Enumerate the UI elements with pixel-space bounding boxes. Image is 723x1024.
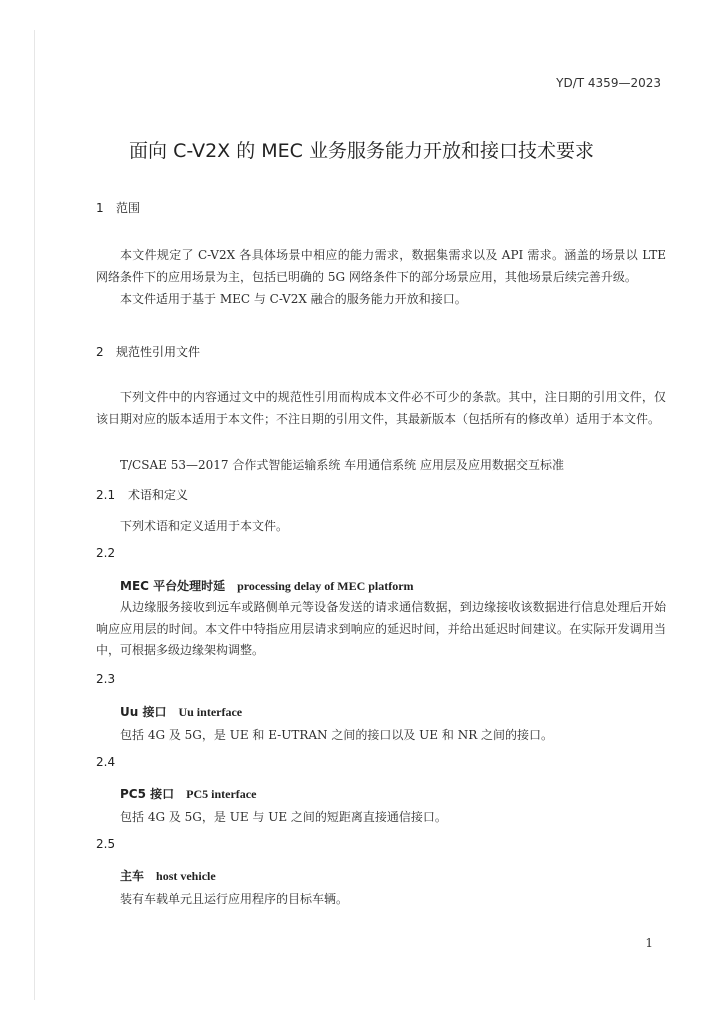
term-number: 2.5 (96, 837, 116, 851)
document-code: YD/T 4359—2023 (556, 76, 661, 90)
section-number: 2 (96, 345, 104, 359)
section-title: 术语和定义 (128, 488, 189, 502)
term-entry (120, 867, 216, 884)
scope-paragraph-2: 本文件适用于基于 MEC 与 C-V2X 融合的服务能力开放和接口。 (120, 292, 467, 306)
section-title: 规范性引用文件 (116, 345, 201, 359)
scan-edge-line (34, 30, 35, 1000)
term-en: processing delay of MEC platform (237, 579, 414, 593)
term-number: 2.3 (96, 672, 116, 686)
term-definition: 包括 4G 及 5G，是 UE 与 UE 之间的短距离直接通信接口。 (120, 810, 447, 824)
term-zh: MEC 平台处理时延 (120, 579, 226, 593)
term-number: 2.4 (96, 755, 116, 769)
terms-intro: 下列术语和定义适用于本文件。 (120, 519, 289, 533)
page-number: 1 (645, 936, 653, 950)
section-number: 2.1 (96, 488, 116, 502)
section-heading-scope (96, 199, 140, 216)
references-paragraph: 下列文件中的内容通过文中的规范性引用而构成本文件必不可少的条款。其中，注日期的引用文件，仅该日期对应的版本适用于本文件；不注日期的引用文件，其最新版本（包括所有的修改单）适用于本文件。 (96, 390, 666, 426)
section-heading-normative-references (96, 343, 200, 360)
term-en: host vehicle (156, 869, 216, 883)
section-heading-terms (96, 486, 188, 503)
term-definition: 从边缘服务接收到远车或路侧单元等设备发送的请求通信数据，到边缘接收该数据进行信息处理后开始响应应用层的时间。本文件中特指应用层请求到响应的延迟时间，并给出延迟时间建议。在实际开发调用当中，可根据多级边缘架构调整。 (96, 600, 666, 657)
term-number: 2.2 (96, 546, 116, 560)
term-entry (120, 785, 256, 802)
section-title: 范围 (116, 201, 141, 215)
scope-paragraph-1: 本文件规定了 C-V2X 各具体场景中相应的能力需求，数据集需求以及 API 需求。涵盖的场景以 LTE 网络条件下的应用场景为主，包括已明确的 5G 网络条件下的部分场景应用，其他场景后续完善升级。 (96, 248, 666, 284)
term-entry (120, 577, 414, 594)
term-zh: 主车 (120, 869, 145, 883)
term-en: Uu interface (178, 705, 243, 719)
term-en: PC5 interface (186, 787, 257, 801)
section-number: 1 (96, 201, 104, 215)
term-definition: 装有车载单元且运行应用程序的目标车辆。 (120, 892, 349, 906)
term-zh: PC5 接口 (120, 787, 175, 801)
reference-entry: T/CSAE 53—2017 合作式智能运输系统 车用通信系统 应用层及应用数据交互标准 (120, 458, 564, 472)
term-entry (120, 703, 242, 720)
term-zh: Uu 接口 (120, 705, 167, 719)
term-definition: 包括 4G 及 5G，是 UE 和 E-UTRAN 之间的接口以及 UE 和 NR 之间的接口。 (120, 728, 554, 742)
document-title: 面向 C-V2X 的 MEC 业务服务能力开放和接口技术要求 (129, 140, 594, 162)
